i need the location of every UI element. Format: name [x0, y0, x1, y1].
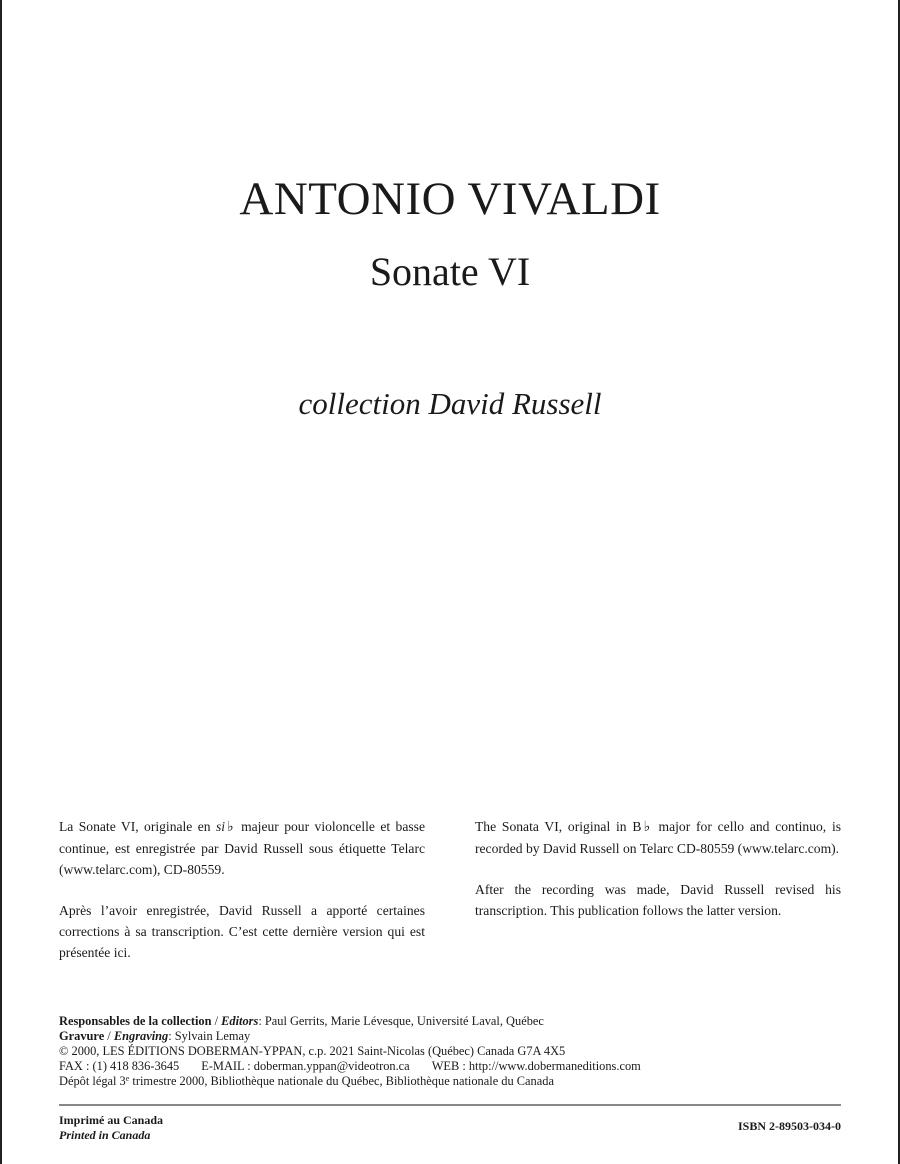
composer-name: ANTONIO VIVALDI [239, 173, 661, 225]
flat-sign: ♭ [641, 820, 653, 835]
printed-in [59, 1113, 163, 1143]
english-paragraph-1 [475, 816, 841, 859]
legal-deposit-line [59, 1074, 841, 1089]
engraving-value: : Sylvain Lemay [168, 1029, 251, 1043]
editors-label-en: Editors [221, 1014, 259, 1028]
ordinal-superscript: e [125, 1074, 130, 1083]
french-p1-start: La Sonate VI, originale en [59, 819, 216, 834]
english-p1-start: The Sonata VI, original in B [475, 819, 642, 834]
copyright-line: © 2000, LES ÉDITIONS DOBERMAN-YPPAN, c.p. 2021 Saint-Nicolas (Québec) Canada G7A 4X5 [59, 1044, 566, 1058]
legal-deposit-end: trimestre 2000, Bibliothèque nationale du Québec, Bibliothèque nationale du Canada [129, 1074, 554, 1088]
work-title: Sonate VI [369, 249, 531, 294]
separator: / [104, 1029, 114, 1043]
credits-block [59, 1014, 841, 1089]
page-left-edge [0, 0, 2, 1164]
editors-value: : Paul Gerrits, Marie Lévesque, Université Laval, Québec [258, 1014, 544, 1028]
english-notes [475, 816, 841, 941]
french-paragraph-1 [59, 816, 425, 880]
english-p1-end: major for cello and continuo, is recorded by David Russell on Telarc CD-80559 (www.telarc.com). [475, 819, 842, 856]
email-address: E-MAIL : doberman.yppan@videotron.ca [201, 1059, 410, 1073]
contact-line [59, 1059, 841, 1074]
french-p1-end: majeur pour violoncelle et basse continue, est enregistrée par David Russell sous étiquette Telarc (www.telarc.com), CD-80559. [59, 819, 425, 877]
engraving-label-en: Engraving [113, 1029, 169, 1043]
separator: / [211, 1014, 222, 1028]
engraving-label-fr: Gravure [59, 1029, 105, 1043]
editors-label-fr: Responsables de la collection [59, 1014, 212, 1028]
french-key-name: si [215, 819, 226, 834]
french-notes [59, 816, 425, 983]
fax-number: FAX : (1) 418 836-3645 [59, 1059, 180, 1073]
collection-title: collection David Russell [298, 386, 602, 421]
flat-sign: ♭ [225, 820, 236, 835]
editors-line [59, 1014, 841, 1029]
isbn: ISBN 2-89503-034-0 [737, 1119, 841, 1133]
web-address: WEB : http://www.dobermaneditions.com [431, 1059, 641, 1073]
legal-deposit-start: Dépôt légal 3 [59, 1074, 126, 1088]
french-paragraph-2: Après l’avoir enregistrée, David Russell a apporté certaines corrections à sa transcription. C’est cette dernière version qui est présentée ici. [59, 903, 425, 960]
printed-in-fr: Imprimé au Canada [59, 1113, 164, 1127]
english-paragraph-2: After the recording was made, David Russell revised his transcription. This publication follows the latter version. [475, 882, 841, 918]
printed-in-en: Printed in Canada [59, 1128, 151, 1142]
engraving-line [59, 1029, 841, 1044]
footer-rule [59, 1104, 841, 1106]
